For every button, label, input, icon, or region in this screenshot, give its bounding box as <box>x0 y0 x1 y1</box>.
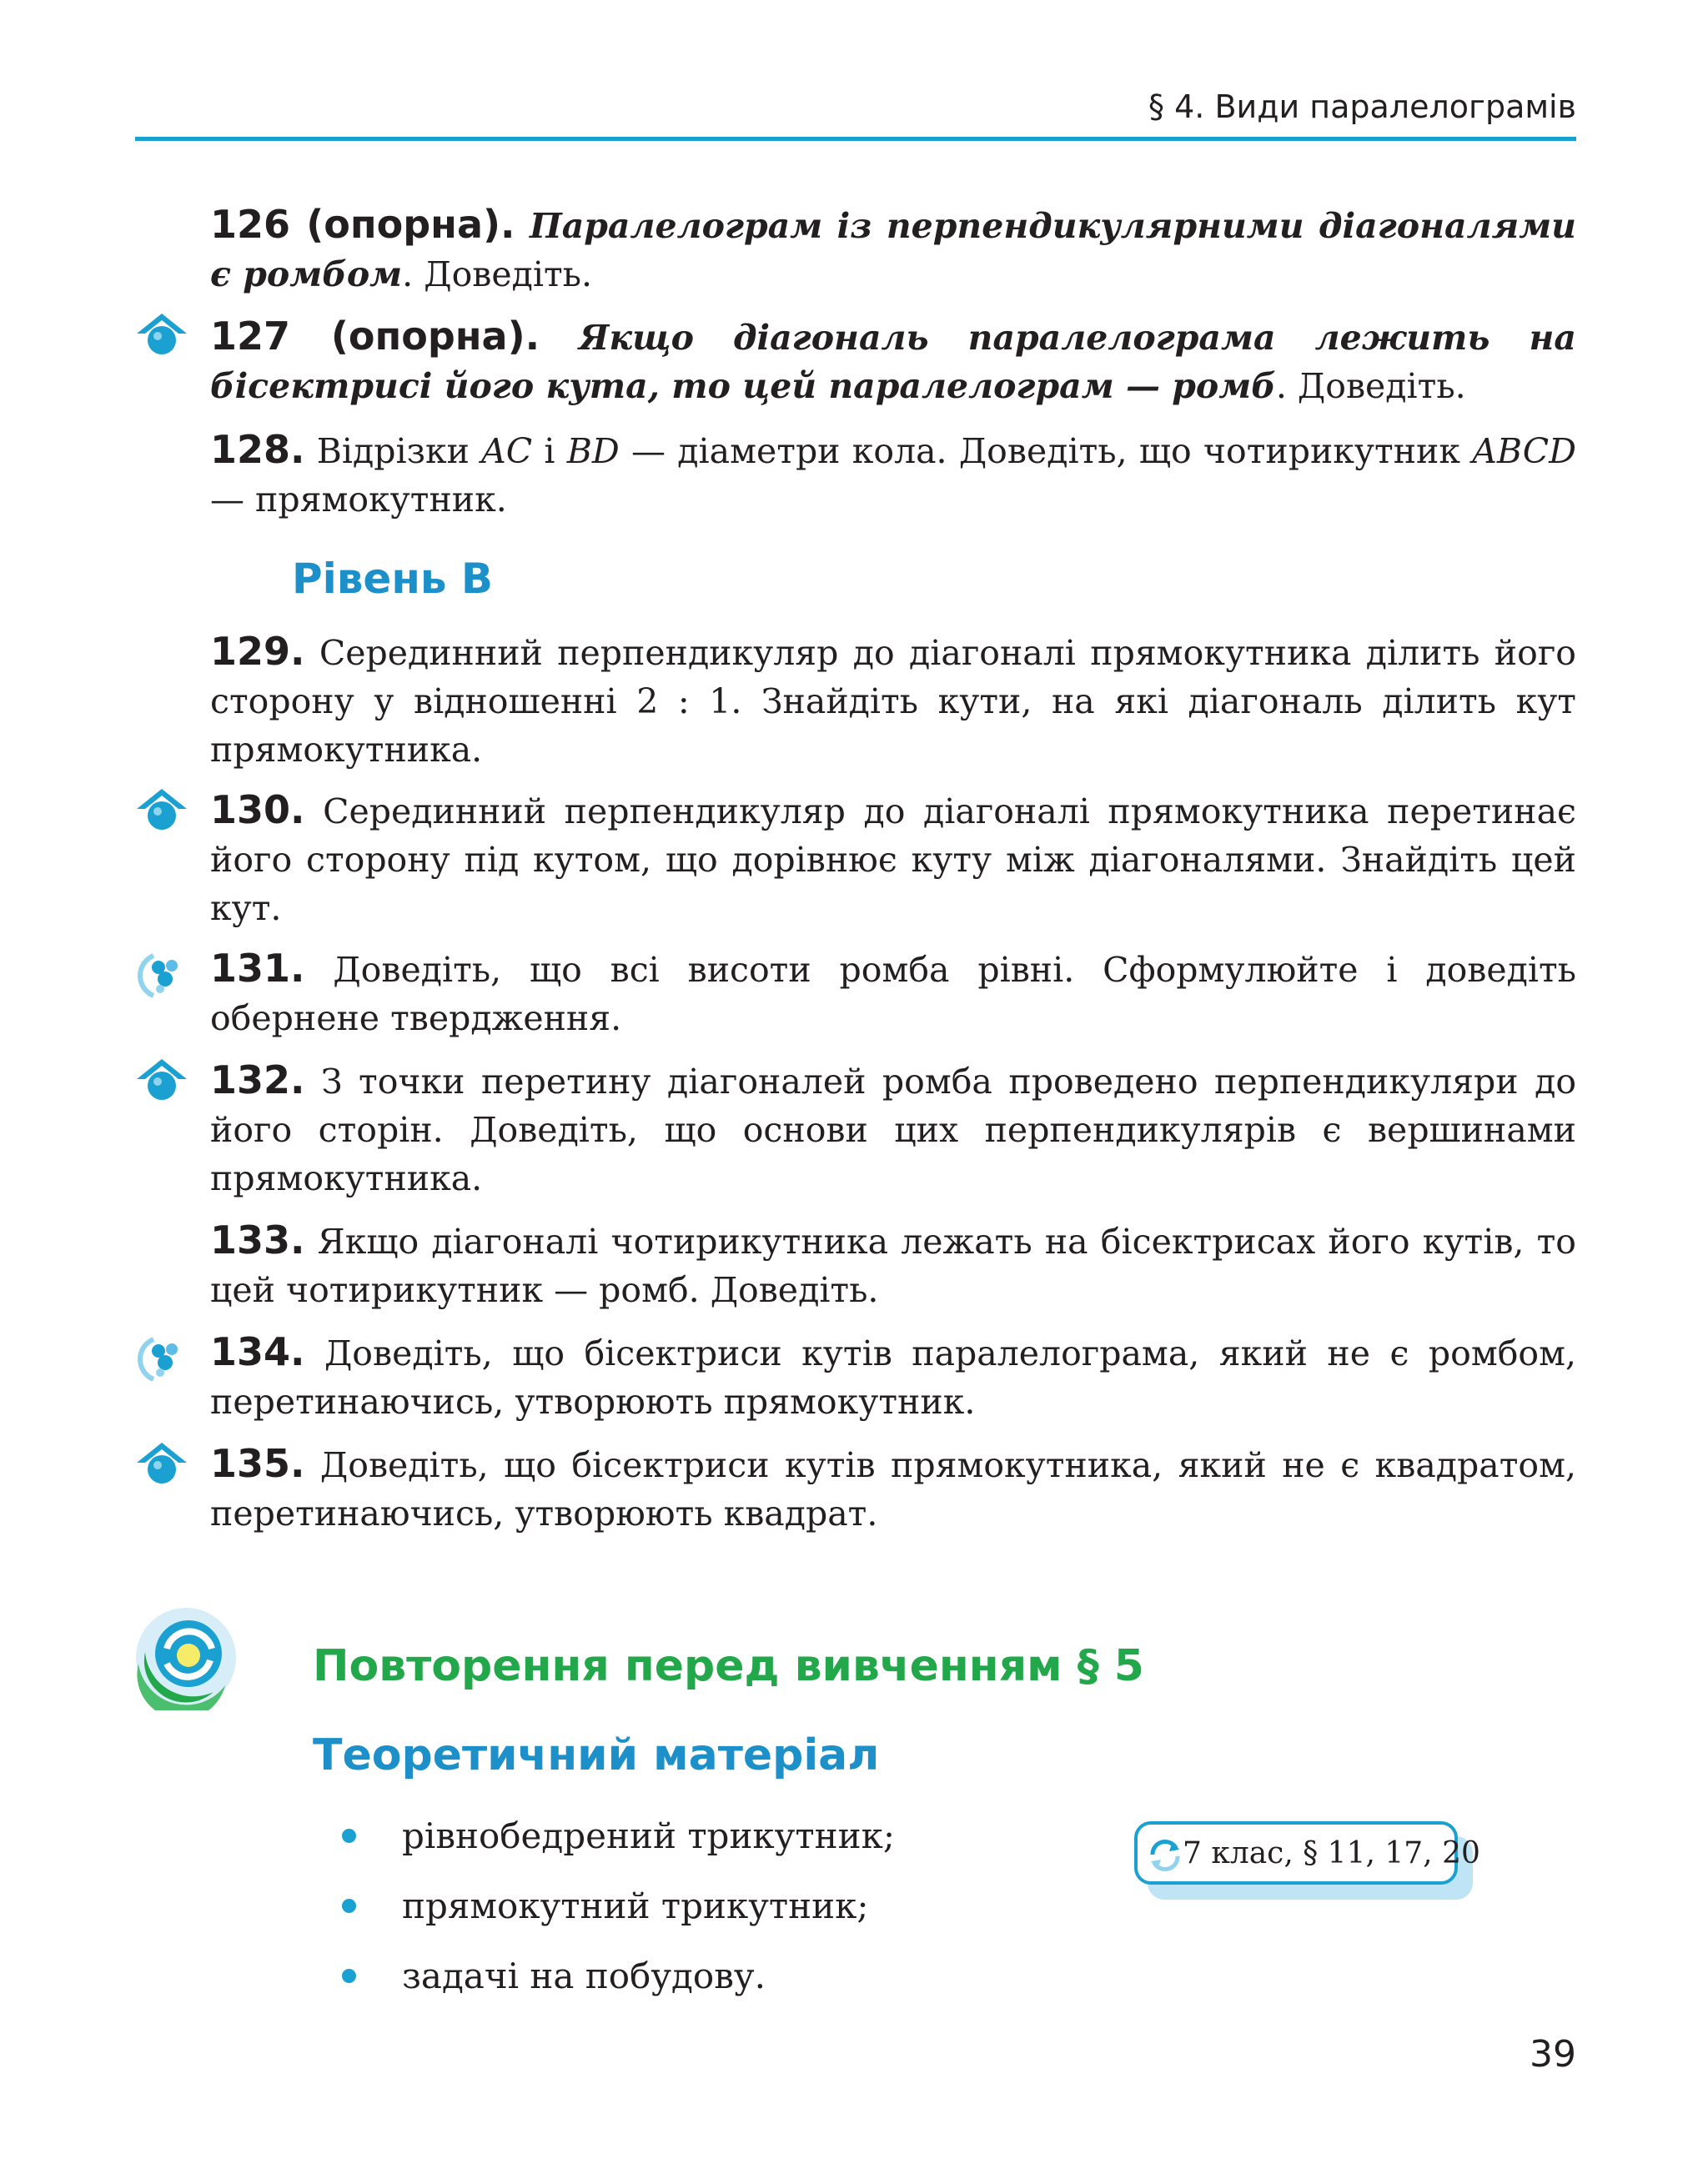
dots-cluster-icon <box>135 949 188 999</box>
task-text: Доведіть, що бісектриси кутів прямокутника, який не є квадратом, перетинаючись, утворюють квадрат. <box>210 1445 1576 1534</box>
task-number: 134. <box>210 1329 305 1374</box>
bullet-dot-icon <box>342 1899 356 1913</box>
task-number: 128. <box>210 427 305 472</box>
bullet-dot-icon <box>342 1969 356 1983</box>
task-statement: Паралелограм із перпендикулярними діагоналями є ромбом <box>210 206 1576 294</box>
reference-box <box>1134 1821 1480 1885</box>
task-number: 132. <box>210 1057 305 1102</box>
refresh-arrow-icon <box>1146 1836 1184 1875</box>
house-arrow-icon <box>135 309 188 359</box>
math-segment-ac: AC <box>481 431 533 471</box>
task-131 <box>210 944 1576 1042</box>
task-129 <box>210 627 1576 774</box>
task-text: Доведіть, що всі висоти ромба рівні. Сформулюйте і доведіть обернене твердження. <box>210 950 1576 1038</box>
task-tag: (опорна). <box>290 202 515 247</box>
task-text: Серединний перпендикуляр до діагоналі прямокутника перетинає його сторону під кутом, що дорівнює куту між діагоналями. Знайдіть цей кут. <box>210 791 1576 928</box>
task-instruction: . Доведіть. <box>402 254 592 294</box>
task-text: — діаметри кола. Доведіть, що чотирикутник <box>619 431 1473 471</box>
math-quadrilateral: ABCD <box>1472 431 1576 471</box>
task-135 <box>210 1439 1576 1538</box>
task-126 <box>210 200 1576 299</box>
task-text: Відрізки <box>304 431 482 471</box>
list-item <box>342 1871 895 1941</box>
section-title: § 4. Види паралелограмів <box>1148 88 1576 125</box>
task-number: 126 <box>210 202 291 247</box>
level-heading: Рівень В <box>292 555 494 603</box>
task-132 <box>210 1056 1576 1202</box>
house-arrow-icon <box>135 784 188 834</box>
task-tag: (опорна). <box>290 314 540 359</box>
list-item-text: рівнобедрений трикутник; <box>402 1815 896 1856</box>
task-number: 133. <box>210 1218 305 1263</box>
task-number: 127 <box>210 314 291 359</box>
task-130 <box>210 786 1576 932</box>
task-text: Якщо діагоналі чотирикутника лежать на бісектрисах його кутів, то цей чотирикутник — ромб. Доведіть. <box>210 1222 1576 1310</box>
task-133 <box>210 1216 1576 1314</box>
house-arrow-icon <box>135 1438 188 1488</box>
theory-heading: Теоретичний матеріал <box>313 1730 880 1780</box>
dots-cluster-icon <box>135 1333 188 1383</box>
math-segment-bd: BD <box>566 431 620 471</box>
list-item <box>342 1801 895 1871</box>
task-number: 130. <box>210 787 305 832</box>
task-text: і <box>532 431 567 471</box>
page-number: 39 <box>1530 2033 1576 2076</box>
repeat-circle-icon <box>133 1605 239 1710</box>
task-text: Серединний перпендикуляр до діагоналі прямокутника ділить його сторону у відношенні 2 : 1. Знайдіть кути, на які діагональ ділить кут прямокутника. <box>210 633 1576 770</box>
reference-text: 7 клас, § 11, 17, 20 <box>1183 1836 1480 1870</box>
repeat-heading: Повторення перед вивченням § 5 <box>313 1641 1144 1691</box>
house-arrow-icon <box>135 1054 188 1104</box>
task-text: З точки перетину діагоналей ромба проведено перпендикуляри до його сторін. Доведіть, що основи цих перпендикулярів є вершинами прямокутника. <box>210 1062 1576 1198</box>
bullet-dot-icon <box>342 1829 356 1843</box>
task-text: — прямокутник. <box>210 479 507 520</box>
list-item-text: задачі на побудову. <box>402 1956 766 1996</box>
list-item-text: прямокутний трикутник; <box>402 1885 869 1926</box>
task-statement: Якщо діагональ паралелограма лежить на бісектрисі його кута, то цей паралелограм — ромб <box>210 318 1576 406</box>
task-128 <box>210 425 1576 524</box>
list-item <box>342 1941 895 2011</box>
task-number: 131. <box>210 946 305 991</box>
task-instruction: . Доведіть. <box>1275 366 1466 406</box>
task-134 <box>210 1328 1576 1426</box>
task-text: Доведіть, що бісектриси кутів паралелограма, який не є ромбом, перетинаючись, утворюють прямокутник. <box>210 1333 1576 1422</box>
task-127 <box>210 312 1576 410</box>
task-number: 135. <box>210 1441 305 1486</box>
theory-list <box>342 1801 895 2011</box>
running-header <box>135 83 1576 141</box>
task-number: 129. <box>210 629 305 674</box>
